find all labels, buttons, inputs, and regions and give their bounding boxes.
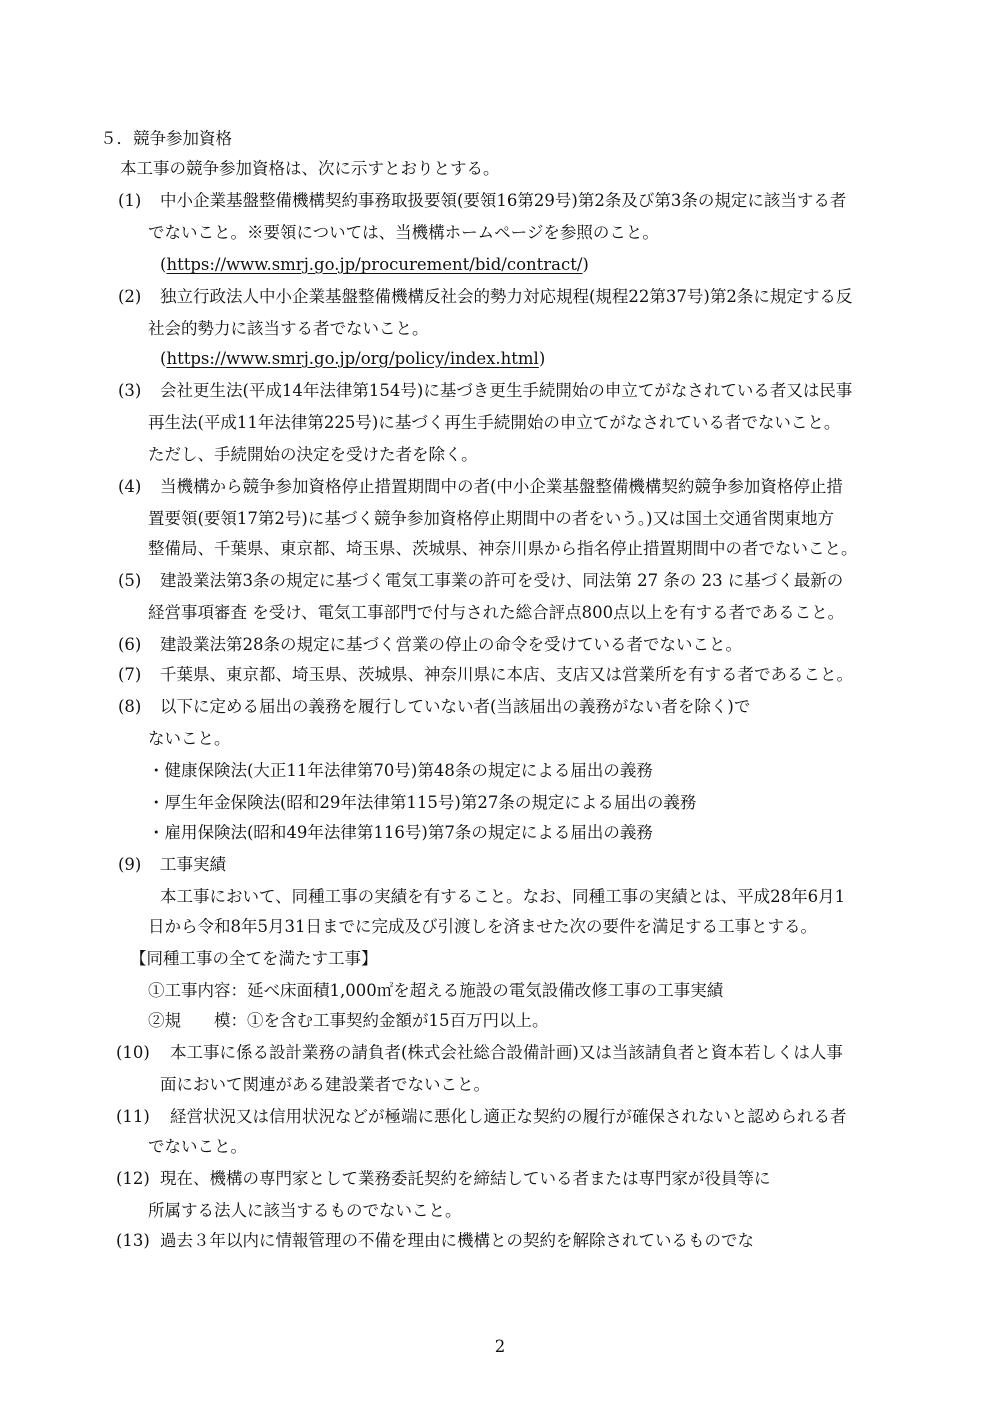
bullet-item: ・雇用保険法(昭和49年法律第116号)第7条の規定による届出の義務: [148, 823, 653, 842]
item-text: 建設業法第28条の規定に基づく営業の停止の命令を受けている者でないこと。: [160, 635, 742, 654]
item-text: 社会的勢力に該当する者でないこと。: [148, 319, 429, 338]
item-text: 会社更生法(平成14年法律第154号)に基づき更生手続開始の申立てがなされている者又は民事: [160, 381, 853, 400]
section-intro: 本工事の競争参加資格は、次に示すとおりとする。: [120, 159, 500, 178]
item-text: 現在、機構の専門家として業務委託契約を締結している者または専門家が役員等に: [160, 1169, 771, 1188]
item-number: (6): [118, 635, 142, 654]
item-text: 所属する法人に該当するものでないこと。: [148, 1201, 462, 1220]
item-text: 経営事項審査 を受け、電気工事部門で付与された総合評点800点以上を有する者であること。: [148, 603, 845, 622]
requirement-item: ②規 模：①を含む工事契約金額が15百万円以上。: [148, 1011, 549, 1030]
item-number: (5): [118, 571, 142, 590]
item-text: 中小企業基盤整備機構契約事務取扱要領(要領16第29号)第2条及び第3条の規定に該当する者: [160, 191, 847, 210]
page-number: 2: [494, 1337, 506, 1356]
item-text: 建設業法第3条の規定に基づく電気工事業の許可を受け、同法第 27 条の 23 に基づく最新の: [160, 571, 844, 590]
item-number: (12): [116, 1169, 150, 1188]
item-number: (8): [118, 697, 142, 716]
item-number: (10): [116, 1043, 150, 1062]
policy-link[interactable]: https://www.smrj.go.jp/org/policy/index.html: [166, 349, 539, 368]
item-number: (1): [118, 191, 142, 210]
item-number: (3): [118, 381, 142, 400]
item-text: 再生法(平成11年法律第225号)に基づく再生手続開始の申立てがなされている者でないこと。: [148, 413, 841, 432]
section-title: ５．競争参加資格: [100, 129, 232, 148]
item-number: (11): [116, 1107, 150, 1126]
item-text: 経営状況又は信用状況などが極端に悪化し適正な契約の履行が確保されないと認められる者: [170, 1107, 847, 1126]
item-number: (4): [118, 477, 142, 496]
contract-rules-link[interactable]: https://www.smrj.go.jp/procurement/bid/contract/: [166, 255, 583, 274]
item-text: でないこと。: [148, 1137, 247, 1156]
item-link-line: (https://www.smrj.go.jp/org/policy/index.html): [160, 349, 546, 368]
item-number: (9): [118, 855, 142, 874]
bullet-item: ・厚生年金保険法(昭和29年法律第115号)第27条の規定による届出の義務: [148, 793, 697, 812]
item-text: 当機構から競争参加資格停止措置期間中の者(中小企業基盤整備機構契約競争参加資格停止措: [160, 477, 843, 496]
requirement-item: ①工事内容：延べ床面積1,000㎡を超える施設の電気設備改修工事の工事実績: [148, 981, 724, 1000]
item-text: 以下に定める届出の義務を履行していない者(当該届出の義務がない者を除く)で: [160, 697, 751, 716]
item-text: 整備局、千葉県、東京都、埼玉県、茨城県、神奈川県から指名停止措置期間中の者でないこと。: [148, 539, 858, 558]
item-text: ないこと。: [148, 729, 231, 748]
bullet-item: ・健康保険法(大正11年法律第70号)第48条の規定による届出の義務: [148, 761, 653, 780]
item-text: 工事実績: [160, 855, 226, 874]
item-text: 日から令和8年5月31日までに完成及び引渡しを済ませた次の要件を満足する工事とする。: [148, 917, 817, 936]
item-text: 本工事に係る設計業務の請負者(株式会社総合設備計画)又は当該請負者と資本若しくは人事: [170, 1043, 843, 1062]
requirements-heading: 【同種工事の全てを満たす工事】: [130, 949, 378, 968]
item-number: (2): [118, 287, 142, 306]
item-text: 置要領(要領17第2号)に基づく競争参加資格停止期間中の者をいう。)又は国土交通省関東地方: [148, 509, 835, 528]
item-text: 千葉県、東京都、埼玉県、茨城県、神奈川県に本店、支店又は営業所を有する者であること。: [160, 665, 853, 684]
item-text: 面において関連がある建設業者でないこと。: [160, 1075, 490, 1094]
item-text: ただし、手続開始の決定を受けた者を除く。: [148, 445, 478, 464]
item-text: 本工事において、同種工事の実績を有すること。なお、同種工事の実績とは、平成28年6月1: [160, 887, 846, 906]
item-number: (13): [116, 1231, 150, 1250]
item-text: 過去３年以内に情報管理の不備を理由に機構との契約を解除されているものでな: [160, 1231, 754, 1250]
item-number: (7): [118, 665, 142, 684]
item-text: 独立行政法人中小企業基盤整備機構反社会的勢力対応規程(規程22第37号)第2条に規定する反: [160, 287, 853, 306]
item-text: でないこと。※要領については、当機構ホームページを参照のこと。: [148, 223, 659, 242]
item-link-line: (https://www.smrj.go.jp/procurement/bid/contract/): [160, 255, 589, 274]
